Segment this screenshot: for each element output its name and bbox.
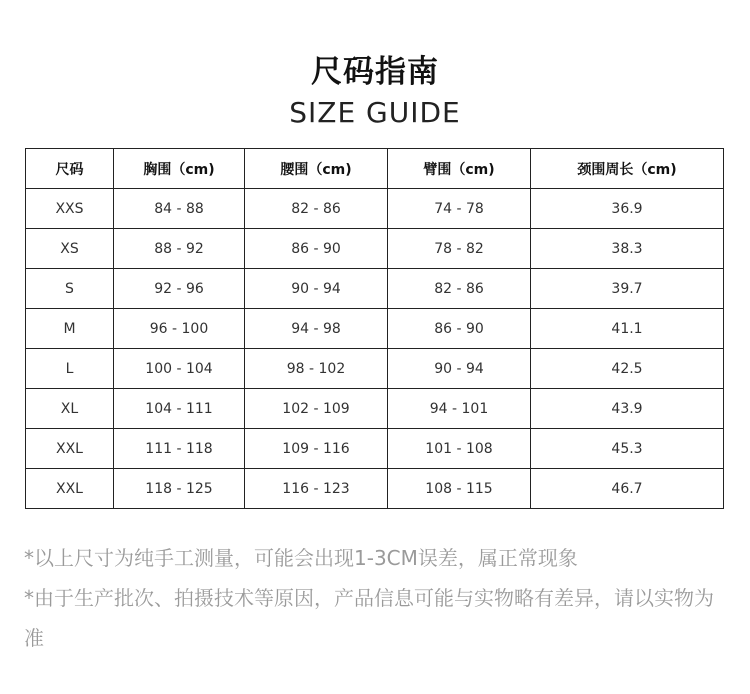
cell-neck: 36.9 xyxy=(531,189,724,229)
cell-size: XXL xyxy=(26,469,114,509)
cell-neck: 43.9 xyxy=(531,389,724,429)
cell-neck: 42.5 xyxy=(531,349,724,389)
cell-neck: 46.7 xyxy=(531,469,724,509)
cell-arm: 86 - 90 xyxy=(388,309,531,349)
cell-chest: 92 - 96 xyxy=(114,269,245,309)
cell-waist: 116 - 123 xyxy=(245,469,388,509)
cell-arm: 94 - 101 xyxy=(388,389,531,429)
page-subtitle: SIZE GUIDE xyxy=(289,96,461,129)
cell-size: XL xyxy=(26,389,114,429)
cell-chest: 111 - 118 xyxy=(114,429,245,469)
header-waist: 腰围（cm) xyxy=(245,149,388,189)
cell-chest: 96 - 100 xyxy=(114,309,245,349)
header-neck: 颈围周长（cm) xyxy=(531,149,724,189)
cell-waist: 94 - 98 xyxy=(245,309,388,349)
cell-waist: 90 - 94 xyxy=(245,269,388,309)
page-title: 尺码指南 xyxy=(311,54,439,90)
cell-chest: 118 - 125 xyxy=(114,469,245,509)
cell-arm: 90 - 94 xyxy=(388,349,531,389)
table-row xyxy=(26,469,724,509)
table-row xyxy=(26,269,724,309)
cell-neck: 41.1 xyxy=(531,309,724,349)
size-table xyxy=(25,148,724,509)
cell-arm: 78 - 82 xyxy=(388,229,531,269)
table-row xyxy=(26,309,724,349)
table-row xyxy=(26,349,724,389)
cell-arm: 101 - 108 xyxy=(388,429,531,469)
cell-arm: 108 - 115 xyxy=(388,469,531,509)
cell-waist: 98 - 102 xyxy=(245,349,388,389)
header-arm: 臂围（cm) xyxy=(388,149,531,189)
table-header-row xyxy=(26,149,724,189)
note-disclaimer: *由于生产批次、拍摄技术等原因，产品信息可能与实物略有差异，请以实物为准 xyxy=(24,586,714,650)
table-row xyxy=(26,429,724,469)
table-row xyxy=(26,389,724,429)
cell-chest: 104 - 111 xyxy=(114,389,245,429)
cell-size: M xyxy=(26,309,114,349)
header-chest: 胸围（cm) xyxy=(114,149,245,189)
cell-waist: 102 - 109 xyxy=(245,389,388,429)
table-row xyxy=(26,189,724,229)
notes xyxy=(24,538,724,658)
cell-chest: 100 - 104 xyxy=(114,349,245,389)
header-size: 尺码 xyxy=(26,149,114,189)
note-measurement: *以上尺寸为纯手工测量，可能会出现1-3CM误差，属正常现象 xyxy=(24,546,578,570)
cell-arm: 82 - 86 xyxy=(388,269,531,309)
cell-chest: 88 - 92 xyxy=(114,229,245,269)
cell-arm: 74 - 78 xyxy=(388,189,531,229)
cell-waist: 86 - 90 xyxy=(245,229,388,269)
cell-size: S xyxy=(26,269,114,309)
cell-chest: 84 - 88 xyxy=(114,189,245,229)
cell-size: XXS xyxy=(26,189,114,229)
cell-waist: 82 - 86 xyxy=(245,189,388,229)
table-row xyxy=(26,229,724,269)
cell-neck: 45.3 xyxy=(531,429,724,469)
cell-size: XXL xyxy=(26,429,114,469)
cell-size: XS xyxy=(26,229,114,269)
cell-neck: 39.7 xyxy=(531,269,724,309)
cell-size: L xyxy=(26,349,114,389)
cell-neck: 38.3 xyxy=(531,229,724,269)
cell-waist: 109 - 116 xyxy=(245,429,388,469)
